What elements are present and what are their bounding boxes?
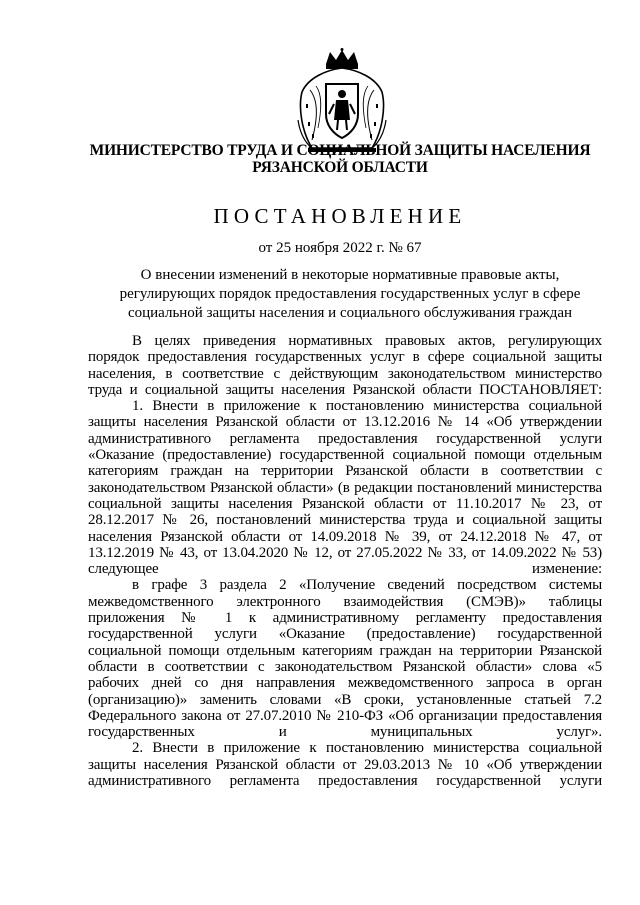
document-subject xyxy=(60,266,640,323)
subject-line: О внесении изменений в некоторые нормативные правовые акты, xyxy=(140,267,560,283)
organization-name-line1: МИНИСТЕРСТВО ТРУДА И СОЦИАЛЬНОЙ ЗАЩИТЫ НАСЕЛЕНИЯ xyxy=(89,142,591,159)
document-type-title: ПОСТАНОВЛЕНИЕ xyxy=(213,204,467,228)
subject-line: регулирующих порядок предоставления государственных услуг в сфере xyxy=(119,286,581,302)
item-2-paragraph: 2. Внести в приложение к постановлению министерства социальной защиты населения Рязанской области от 29.03.2013 № 10 «Об утверждении административного регламента предоставления государственной услуги xyxy=(88,740,602,790)
document-date-number: от 25 ноября 2022 г. № 67 xyxy=(258,240,422,256)
subject-line: социальной защиты населения и социального обслуживания граждан xyxy=(127,305,573,321)
coat-of-arms-emblem xyxy=(296,48,388,156)
document-body xyxy=(88,333,602,789)
preamble-paragraph: В целях приведения нормативных правовых актов, регулирующих порядок предоставления государственных услуг в сфере социальной защиты населения, в соответствие с действующим законодательством министерство труда и социальной защиты населения Рязанской области ПОСТАНОВЛЯЕТ: xyxy=(88,333,602,398)
organization-name-line2: РЯЗАНСКОЙ ОБЛАСТИ xyxy=(252,159,428,176)
item-1-change-paragraph: в графе 3 раздела 2 «Получение сведений посредством системы межведомственного электронного взаимодействия (СМЭВ)» таблицы приложения № 1 к административному регламенту предоставления государственной услуги «Оказание (предоставление) государственной социальной помощи отдельным категориям граждан на территории Рязанской области в соответствии с законодательством Рязанской области» слова «5 рабочих дней со дня направления межведомственного запроса в орган (организацию)» заменить словами «В сроки, установленные статьей 7.2 Федерального закона от 27.07.2010 № 210-ФЗ «Об организации предоставления государственных и муниципальных услуг». xyxy=(88,577,602,741)
item-1-paragraph: 1. Внести в приложение к постановлению министерства социальной защиты населения Рязанской области от 13.12.2016 № 14 «Об утверждении административного регламента предоставления государственной услуги «Оказание (предоставление) государственной социальной помощи отдельным категориям граждан на территории Рязанской области в соответствии с законодательством Рязанской области» (в редакции постановлений министерства социальной защиты населения Рязанской области от 11.10.2017 № 23, от 28.12.2017 № 26, постановлений министерства труда и социальной защиты населения Рязанской области от 14.09.2018 № 39, от 24.12.2018 № 47, от 13.12.2019 № 43, от 13.04.2020 № 12, от 27.05.2022 № 33, от 14.09.2022 № 53) следующее изменение: xyxy=(88,398,602,578)
